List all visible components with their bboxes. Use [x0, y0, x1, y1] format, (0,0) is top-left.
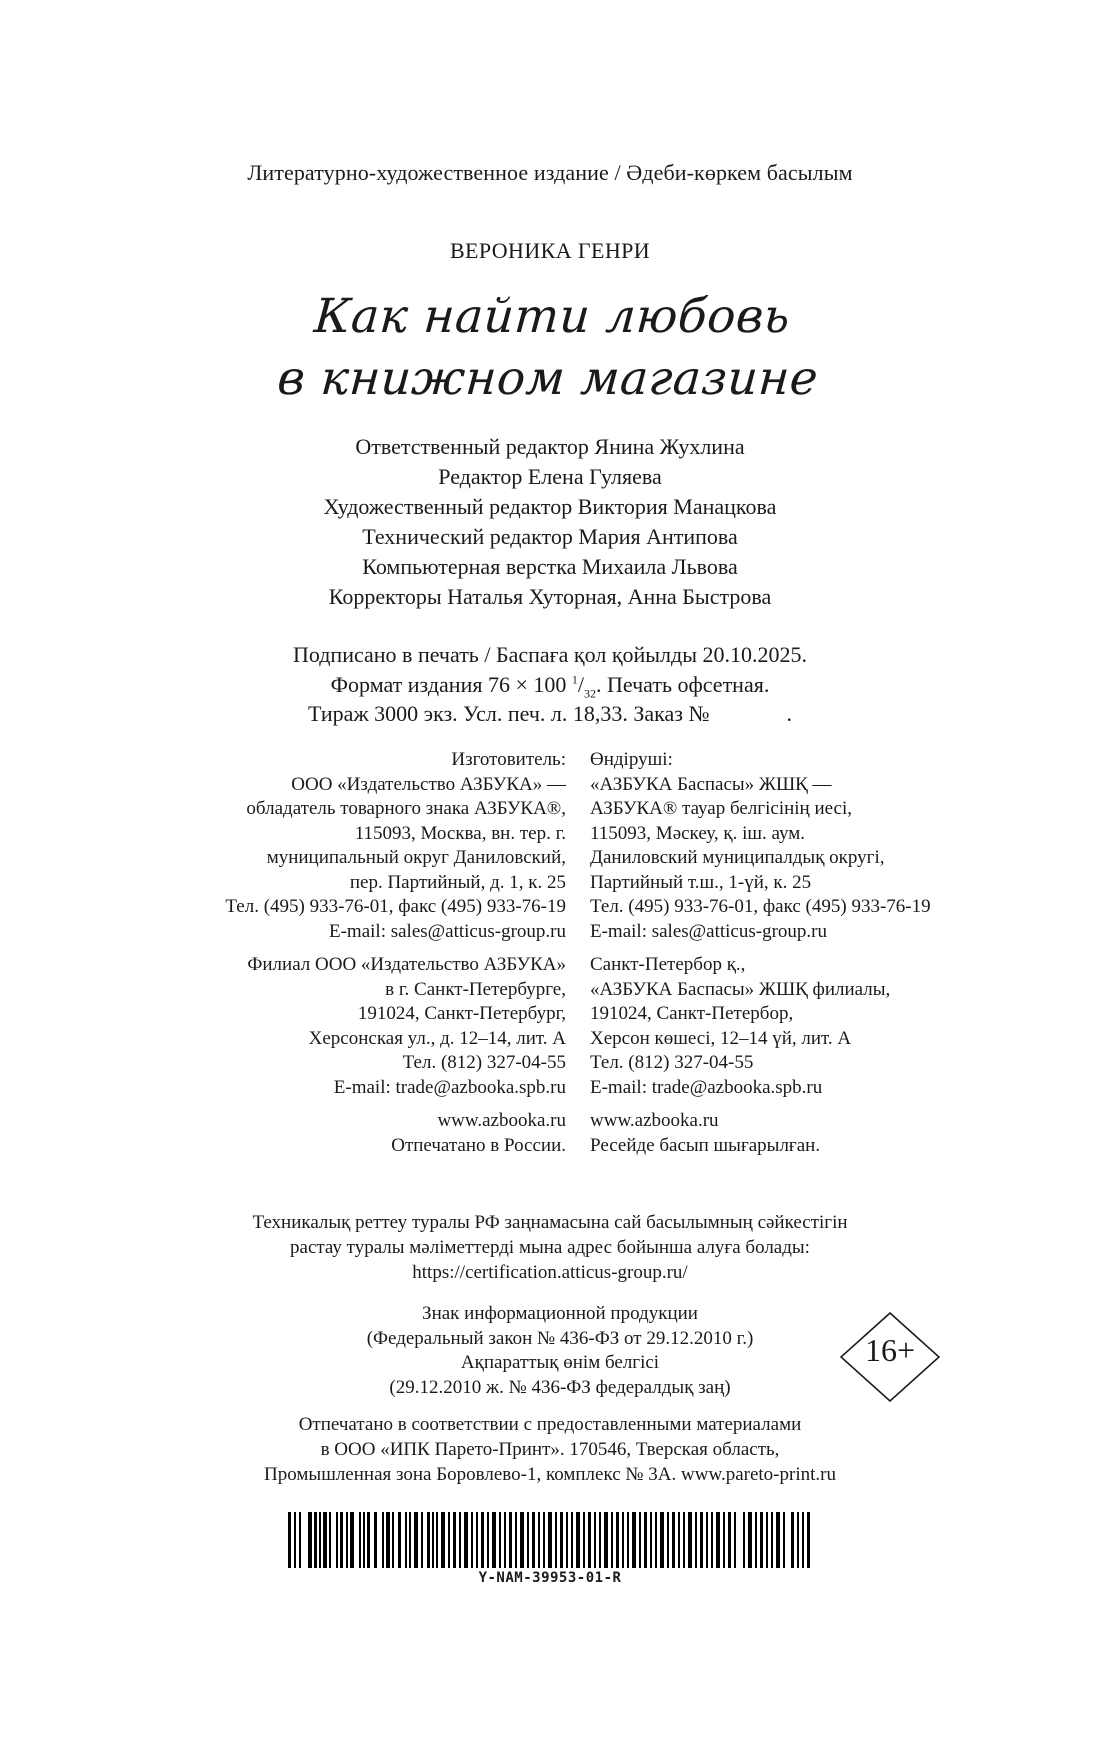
text-line: Отпечатано в соответствии с предоставленными материалами — [298, 1414, 802, 1435]
text-line: растау туралы мәліметтерді мына адрес бойынша алуға болады: — [290, 1237, 810, 1258]
branch-ru — [225, 953, 566, 1100]
print-info-block — [0, 640, 1100, 729]
email-link[interactable]: E-mail: sales@atticus-group.ru — [590, 920, 827, 942]
credit-line: Компьютерная верстка Михаила Львова — [362, 554, 738, 579]
barcode-icon — [288, 1512, 813, 1568]
credit-line: Корректоры Наталья Хуторная, Анна Быстрова — [328, 584, 772, 609]
text-line: «АЗБУКА Баспасы» ЖШҚ филиалы, — [590, 978, 891, 1000]
publisher-info-kz — [590, 748, 931, 1158]
text-line: в ООО «ИПК Парето-Принт». 170546, Тверская область, — [320, 1439, 780, 1460]
text-line: Даниловский муниципалдық округі, — [590, 847, 885, 868]
text-line: Херсон көшесі, 12–14 үй, лит. А — [590, 1027, 852, 1049]
credit-line: Технический редактор Мария Антипова — [362, 524, 738, 549]
manufacturer-kz — [590, 748, 931, 944]
website-link[interactable]: www.azbooka.ru — [437, 1110, 566, 1131]
email-link[interactable]: E-mail: trade@azbooka.spb.ru — [333, 1076, 566, 1098]
circulation-line: Тираж 3000 экз. Усл. печ. л. 18,33. Заказ № . — [308, 701, 792, 726]
text-line: Отпечатано в России. — [391, 1134, 566, 1156]
branch-kz — [590, 953, 931, 1100]
age-rating-badge — [840, 1312, 940, 1402]
age-info-text — [300, 1302, 820, 1400]
format-fraction-numerator: 1 — [571, 672, 578, 687]
text-line: АЗБУКА® тауар белгісінің иесі, — [590, 798, 852, 819]
title-line-2: в книжном магазине — [275, 351, 821, 406]
text-line: Знак информационной продукции — [422, 1303, 698, 1324]
text-line: Изготовитель: — [451, 749, 566, 770]
text-line: Промышленная зона Боровлево-1, комплекс № 3А. www.pareto-print.ru — [264, 1464, 836, 1485]
title-line-1: Как найти любовь — [312, 289, 792, 344]
age-rating-label: 16+ — [864, 1332, 916, 1368]
text-line: Ресейде басып шығарылған. — [590, 1134, 821, 1156]
email-link[interactable]: E-mail: sales@atticus-group.ru — [329, 920, 566, 942]
publisher-info-ru — [225, 748, 566, 1158]
text-line: Тел. (812) 327-04-55 — [590, 1052, 754, 1073]
text-line: Техникалық реттеу туралы РФ заңнамасына сай басылымның сәйкестігін — [252, 1212, 848, 1233]
text-line: 191024, Санкт-Петербург, — [357, 1003, 566, 1024]
author-name: ВЕРОНИКА ГЕНРИ — [449, 238, 651, 263]
format-prefix: Формат издания 76 × 100 — [330, 671, 572, 697]
text-line: Тел. (812) 327-04-55 — [402, 1052, 566, 1073]
manufacturer-ru — [225, 748, 566, 944]
text-line: Херсонская ул., д. 12–14, лит. А — [308, 1027, 566, 1049]
text-line: 115093, Мәскеу, қ. іш. аум. — [590, 822, 806, 844]
text-line: Тел. (495) 933-76-01, факс (495) 933-76-19 — [590, 896, 931, 917]
text-line: Филиал ООО «Издательство АЗБУКА» — [247, 954, 566, 975]
text-line: Өндіруші: — [590, 749, 673, 770]
text-line: в г. Санкт-Петербурге, — [385, 978, 566, 1000]
text-line: Ақпараттық өнім белгісі — [460, 1352, 660, 1373]
website-link[interactable]: www.azbooka.ru — [590, 1110, 719, 1131]
text-line: обладатель товарного знака АЗБУКА®, — [246, 798, 566, 819]
format-line: Формат издания 76 × 100 $^1/_{32}$. Печать офсетная. — [330, 671, 770, 700]
text-line: Партийный т.ш., 1-үй, к. 25 — [590, 871, 812, 893]
certification-block — [0, 1210, 1100, 1285]
format-suffix: . Печать офсетная. — [596, 671, 770, 697]
website-ru — [225, 1109, 566, 1158]
credits-block — [0, 432, 1100, 612]
format-fraction-denominator: 32 — [584, 685, 596, 700]
printer-block — [0, 1412, 1100, 1487]
text-line: пер. Партийный, д. 1, к. 25 — [349, 871, 566, 893]
genre-line: Литературно-художественное издание / Әдеби-көркем басылым — [247, 160, 853, 185]
text-line: муниципальный округ Даниловский, — [266, 847, 566, 868]
text-line: «АЗБУКА Баспасы» ЖШҚ — — [590, 773, 832, 795]
book-title — [0, 286, 1100, 410]
credit-line: Ответственный редактор Янина Жухлина — [355, 434, 745, 459]
text-line: (Федеральный закон № 436-ФЗ от 29.12.2010 г.) — [366, 1327, 754, 1349]
text-line: (29.12.2010 ж. № 436-ФЗ федералдық заң) — [389, 1376, 731, 1398]
text-line: Санкт-Петербор қ., — [590, 954, 746, 975]
credit-line: Художественный редактор Виктория Манацкова — [323, 494, 777, 519]
text-line: Тел. (495) 933-76-01, факс (495) 933-76-19 — [225, 896, 566, 917]
certification-link[interactable]: https://certification.atticus-group.ru/ — [412, 1262, 688, 1283]
text-line: 191024, Санкт-Петербор, — [590, 1003, 794, 1024]
signed-to-print: Подписано в печать / Баспаға қол қойылды 20.10.2025. — [292, 642, 808, 667]
email-link[interactable]: E-mail: trade@azbooka.spb.ru — [590, 1076, 823, 1098]
text-line: ООО «Издательство АЗБУКА» — — [291, 773, 566, 795]
barcode-text: Y-NAM-39953-01-R — [478, 1570, 622, 1586]
credit-line: Редактор Елена Гуляева — [438, 464, 662, 489]
text-line: 115093, Москва, вн. тер. г. — [354, 822, 566, 844]
website-kz — [590, 1109, 931, 1158]
